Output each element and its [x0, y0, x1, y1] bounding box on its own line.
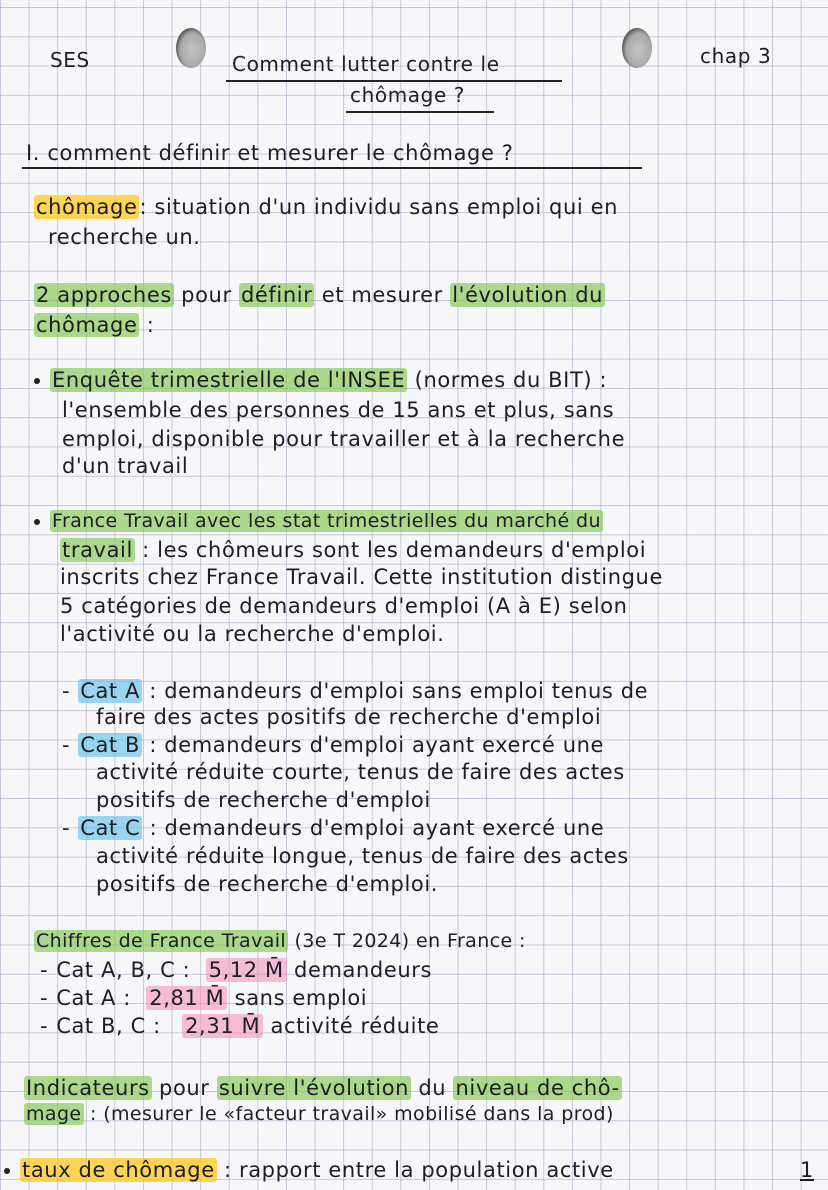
unemployment-rate-term: taux de chômage	[22, 1158, 215, 1182]
bullet-icon	[4, 1168, 10, 1174]
dash-marker: -	[40, 958, 49, 982]
text-fragment: : demandeurs d'emploi ayant exercé une	[142, 816, 605, 840]
cat-c-line1	[62, 818, 604, 839]
insee-approach-line4: d'un travail	[62, 454, 189, 478]
indicators-line2	[24, 1105, 614, 1124]
text-fragment: et mesurer	[314, 283, 451, 307]
bullet-icon	[34, 378, 40, 384]
text-fragment: du	[411, 1076, 454, 1100]
figure-desc: activité réduite	[270, 1014, 440, 1038]
cat-c-label: Cat C	[80, 816, 141, 840]
binder-hole-right	[622, 28, 652, 68]
definition-term: chômage	[36, 195, 138, 219]
bullet-icon	[34, 519, 40, 525]
figure-value: 2,81 M̄	[146, 986, 227, 1010]
text-fragment: :	[139, 313, 155, 337]
figure-label: Cat A, B, C :	[56, 958, 191, 982]
definition-line2: recherche un.	[48, 225, 201, 249]
insee-title: Enquête trimestrielle de l'INSEE	[52, 368, 406, 392]
ft-approach-line2	[60, 540, 646, 561]
figure-desc: demandeurs	[294, 958, 433, 982]
dash-marker: -	[62, 733, 71, 757]
ft-approach-line1	[34, 512, 603, 531]
cat-c-line2: activité réduite longue, tenus de faire des actes	[96, 844, 629, 868]
highlight-niveau: niveau de chô-	[455, 1076, 620, 1100]
text-fragment: : les chômeurs sont les demandeurs d'emploi	[134, 538, 647, 562]
text-fragment: : demandeurs d'emploi ayant exercé une	[142, 733, 605, 757]
page-title-line1: Comment lutter contre le	[232, 52, 500, 76]
figure-label: Cat B, C :	[56, 1014, 161, 1038]
figures-period: (3e T 2024) en France :	[288, 930, 526, 952]
text-fragment: pour	[173, 283, 239, 307]
highlight-chomage: chômage	[36, 313, 138, 337]
insee-norms: (normes du BIT) :	[407, 368, 608, 392]
dash-marker: -	[40, 986, 49, 1010]
title-underline-2	[346, 111, 494, 113]
unemployment-rate-line	[4, 1160, 614, 1181]
figure-value: 5,12 M̄	[206, 958, 287, 982]
figures-title	[34, 932, 526, 951]
highlight-mage: mage	[26, 1103, 82, 1125]
indicators-term: Indicateurs	[26, 1076, 150, 1100]
approaches-intro-line1	[34, 285, 605, 306]
figure-desc: sans emploi	[234, 986, 368, 1010]
definition-text: : situation d'un individu sans emploi qui en	[139, 195, 619, 219]
section-heading-underline	[22, 167, 642, 169]
cat-b-line2: activité réduite courte, tenus de faire des actes	[96, 760, 625, 784]
highlight-evolution: l'évolution du	[452, 283, 604, 307]
indicators-line1	[24, 1078, 622, 1099]
chapter-label: chap 3	[700, 44, 772, 68]
ft-title: France Travail avec les stat trimestrielles du marché du	[52, 510, 601, 532]
figure-value: 2,31 M̄	[182, 1014, 263, 1038]
cat-b-label: Cat B	[80, 733, 141, 757]
unemployment-rate-definition: : rapport entre la population active	[216, 1158, 614, 1182]
dash-marker: -	[40, 1014, 49, 1038]
section-heading: I. comment définir et mesurer le chômage ?	[26, 141, 514, 165]
ft-approach-line4: 5 catégories de demandeurs d'emploi (A à E) selon	[60, 594, 628, 618]
ft-approach-line3: inscrits chez France Travail. Cette institution distingue	[60, 565, 663, 589]
figures-row-abc	[40, 960, 432, 981]
cat-a-label: Cat A	[80, 679, 140, 703]
approaches-count: 2 approches	[36, 283, 172, 307]
binder-hole-left	[176, 28, 206, 68]
insee-approach-line1	[34, 370, 607, 391]
definition-line1	[34, 197, 618, 218]
insee-approach-line2: l'ensemble des personnes de 15 ans et plus, sans	[62, 398, 615, 422]
highlight-suivre: suivre l'évolution	[218, 1076, 410, 1100]
dash-marker: -	[62, 679, 71, 703]
highlight-definir: définir	[240, 283, 313, 307]
dash-marker: -	[62, 816, 71, 840]
approaches-intro-line2	[34, 315, 154, 336]
indicators-note: : (mesurer le «facteur travail» mobilisé dans la prod)	[83, 1103, 614, 1125]
subject-label: SES	[50, 48, 90, 72]
page-title-line2: chômage ?	[350, 83, 466, 107]
ft-approach-line5: l'activité ou la recherche d'emploi.	[60, 622, 445, 646]
cat-a-line2: faire des actes positifs de recherche d'emploi	[96, 705, 602, 729]
text-fragment: : demandeurs d'emploi sans emploi tenus de	[142, 679, 649, 703]
title-underline-1	[226, 80, 562, 82]
figure-label: Cat A :	[56, 986, 131, 1010]
figures-row-a	[40, 988, 367, 1009]
cat-b-line1	[62, 735, 604, 756]
insee-approach-line3: emploi, disponible pour travailler et à la recherche	[62, 427, 626, 451]
cat-b-line3: positifs de recherche d'emploi	[96, 788, 431, 812]
cat-c-line3: positifs de recherche d'emploi.	[96, 872, 439, 896]
cat-a-line1	[62, 681, 648, 702]
ft-title-cont: travail	[62, 538, 133, 562]
text-fragment: pour	[151, 1076, 217, 1100]
figures-row-bc	[40, 1016, 439, 1037]
figures-title-highlight: Chiffres de France Travail	[36, 930, 287, 952]
page-number: 1	[800, 1158, 814, 1182]
